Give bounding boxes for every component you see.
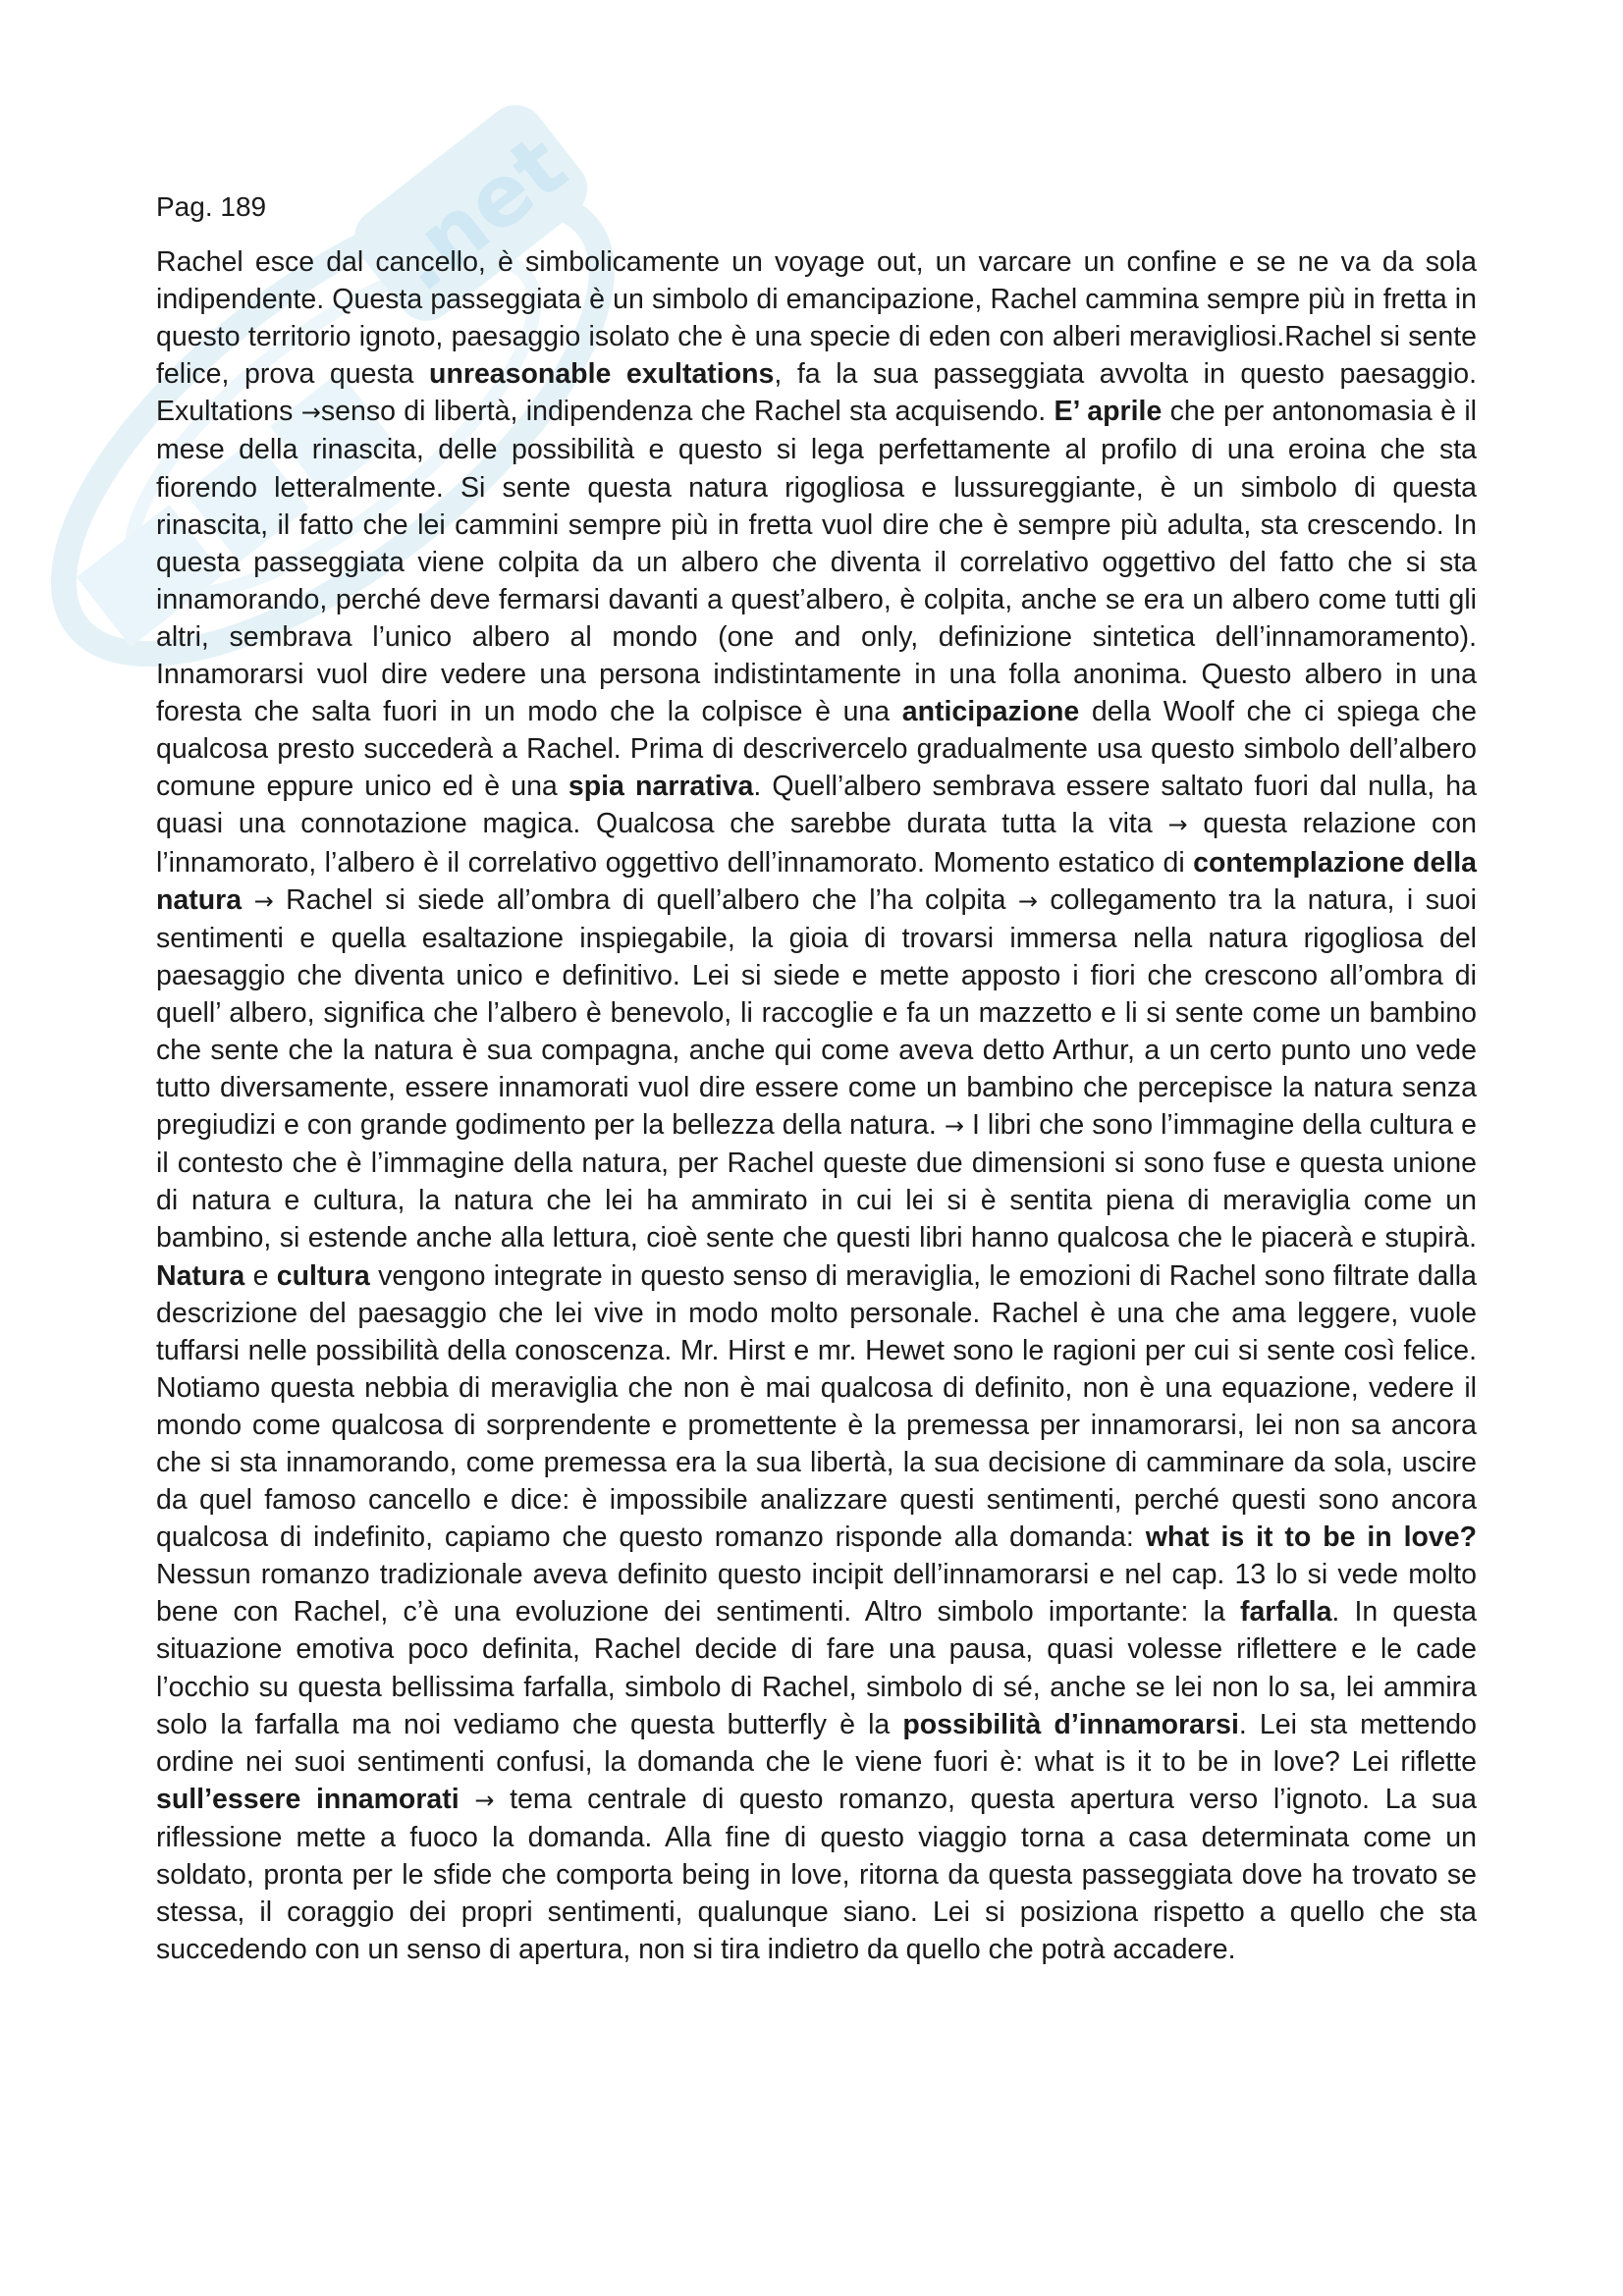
body-paragraph <box>156 243 1477 1968</box>
text-run: e <box>244 1259 277 1292</box>
bold-term: E’ aprile <box>1054 396 1163 428</box>
text-run: . In questa situazione emotiva poco definita, Rachel decide di fare una pausa, quasi volesse riflettere e le cade l’occhio su questa bellissima farfalla, simbolo di Rachel, simbolo di sé, anche se lei non lo sa, lei ammira solo la farfalla ma noi vediamo che questa butterfly è la <box>156 1596 1477 1740</box>
text-run: vengono integrate in questo senso di meraviglia, le emozioni di Rachel sono filtrate dalla descrizione del paesaggio che lei vive in modo molto personale. Rachel è una che ama leggere, vuole tuffarsi nelle possibilità della conoscenza. Mr. Hirst e mr. Hewet sono le ragioni per cui si sente così felice. Notiamo questa nebbia di meraviglia che non è mai qualcosa di definito, non è una equazione, vedere il mondo come qualcosa di sorprendente e promettente è la premessa per innamorarsi, lei non sa ancora che si sta innamorando, come premessa era la sua libertà, la sua decisione di camminare da sola, uscire da quel famoso cancello e dice: è impossibile analizzare questi sentimenti, perché questi sono ancora qualcosa di indefinito, capiamo che questo romanzo risponde alla domanda: <box>156 1259 1477 1554</box>
bold-term: Natura <box>156 1259 245 1292</box>
text-run: . Lei sta mettendo ordine nei suoi sentimenti confusi, la domanda che le viene fuori è: what is it to be in love? Lei riflette <box>156 1708 1478 1778</box>
watermark-text: .net <box>374 116 585 311</box>
text-run: , fa la sua passeggiata avvolta in questo paesaggio. Exultations <box>156 358 1477 428</box>
arrow-icon: → <box>253 886 274 915</box>
text-run <box>460 1784 475 1815</box>
text-run: Rachel esce dal cancello, è simbolicamente un voyage out, un varcare un confine e se ne va da sola indipendente. Questa passeggiata è un simbolo di emancipazione, Rachel cammina sempre più in fretta in questo territorio ignoto, paesaggio isolato che è una specie di eden con alberi meravigliosi.Rachel si sente felice, prova questa <box>156 246 1477 391</box>
page-number: Pag. 189 <box>156 191 267 222</box>
bold-term: anticipazione <box>901 696 1080 728</box>
bold-term: cultura <box>276 1259 370 1292</box>
arrow-icon: → <box>1017 886 1038 915</box>
text-run: questa relazione con l’innamorato, l’albero è il correlativo oggettivo dell’innamorato. Momento estatico di <box>156 808 1477 879</box>
text-run: che per antonomasia è il mese della rinascita, delle possibilità e questo si lega perfettamente al profilo di una eroina che sta fiorendo letteralmente. Si sente questa natura rigogliosa e lussureggiante, è un simbolo di questa rinascita, il fatto che lei cammini sempre più in fretta vuol dire che è sempre più adulta, sta crescendo. In questa passeggiata viene colpita da un albero che diventa il correlativo oggettivo del fatto che si sta innamorando, perché deve fermarsi davanti a quest’albero, è colpita, anche se era un albero come tutti gli altri, sembrava l’unico albero al mondo (one and only, definizione sintetica dell’innamoramento). Innamorarsi vuol dire vedere una persona indistintamente in una folla anonima. Questo albero in una foresta che salta fuori in un modo che la colpisce è una <box>156 396 1477 728</box>
text-run: Rachel si siede all’ombra di quell’albero che l’ha colpita <box>273 883 1018 916</box>
bold-term: spia narrativa <box>568 771 754 803</box>
text-run: . Quell’albero sembrava essere saltato fuori dal nulla, ha quasi una connotazione magica. Qualcosa che sarebbe durata tutta la vita <box>156 771 1477 840</box>
text-run <box>242 884 253 916</box>
bold-term: unreasonable exultations <box>429 358 775 391</box>
bold-term: what is it to be in love? <box>1145 1522 1478 1554</box>
arrow-icon: → <box>300 399 321 427</box>
text-run: I libri che sono l’immagine della cultura e il contesto che è l’immagine della natura, per Rachel queste due dimensioni si sono fuse e questa unione di natura e cultura, la natura che lei ha ammirato in cui lei si è sentita piena di meraviglia come un bambino, si estende anche alla lettura, cioè sente che questi libri hanno qualcosa che le piacerà e stupirà. <box>156 1109 1477 1255</box>
arrow-icon: → <box>474 1786 495 1814</box>
document-page <box>156 188 1477 1968</box>
arrow-icon: → <box>1167 811 1188 839</box>
text-run: della Woolf che ci spiega che qualcosa presto succederà a Rachel. Prima di descrivercelo gradualmente usa questo simbolo dell’albero comune eppure unico ed è una <box>156 696 1477 803</box>
text-run: collegamento tra la natura, i suoi sentimenti e quella esaltazione inspiegabile, la gioia di trovarsi immersa nella natura rigogliosa del paesaggio che diventa unico e definitivo. Lei si siede e mette apposto i fiori che crescono all’ombra di quell’ albero, significa che l’albero è benevolo, li raccoglie e fa un mazzetto e li si sente come un bambino che sente che la natura è sua compagna, anche qui come aveva detto Arthur, a un certo punto uno vede tutto diversamente, essere innamorati vuol dire essere come un bambino che percepisce la natura senza pregiudizi e con grande godimento per la bellezza della natura. <box>156 883 1477 1142</box>
arrow-icon: → <box>944 1112 964 1141</box>
text-run: Nessun romanzo tradizionale aveva definito questo incipit dell’innamorarsi e nel cap. 13 lo si vede molto bene con Rachel, c’è una evoluzione dei sentimenti. Altro simbolo importante: la <box>156 1559 1477 1629</box>
bold-term: possibilità d’innamorarsi <box>902 1708 1239 1740</box>
text-run: senso di libertà, indipendenza che Rachel sta acquisendo. <box>320 396 1055 428</box>
bold-term: sull’essere innamorati <box>156 1783 460 1815</box>
bold-term: farfalla <box>1239 1596 1332 1629</box>
bold-term: contemplazione della natura <box>156 846 1477 916</box>
text-run: tema centrale di questo romanzo, questa apertura verso l’ignoto. La sua riflessione mette a fuoco la domanda. Alla fine di questo viaggio torna a casa determinata come un soldato, pronta per le sfide che comporta being in love, ritorna da questa passeggiata dove ha trovato se stessa, il coraggio dei propri sentimenti, qualunque siano. Lei si posiziona rispetto a quello che sta succedendo con un senso di apertura, non si tira indietro da quello che potrà accadere. <box>156 1783 1478 1966</box>
